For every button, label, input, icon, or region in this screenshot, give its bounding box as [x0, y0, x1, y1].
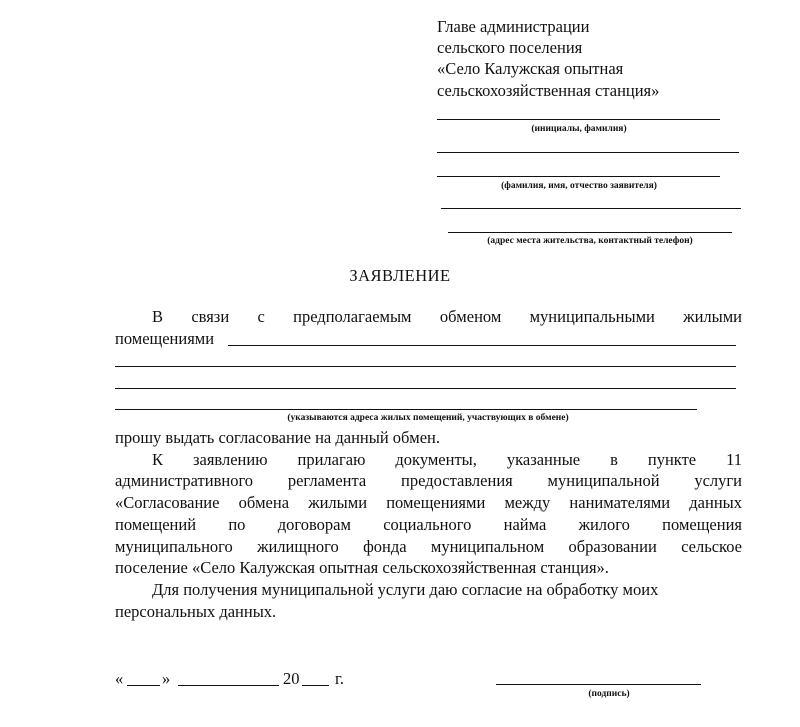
caption-addresses: (указываются адреса жилых помещений, участвующих в обмене) — [287, 413, 569, 423]
address-blank-line-1 — [441, 208, 741, 209]
paragraph-1-line-2: помещениями — [115, 329, 215, 348]
paragraph-2-line-1: К заявлению прилагаю документы, указанные в пункте 11 — [152, 450, 742, 469]
addressee-line-1: Главе администрации — [437, 17, 590, 36]
applicant-blank-line-1 — [437, 152, 739, 153]
date-open-quote: « — [115, 669, 124, 688]
premises-blank-line-1 — [228, 345, 736, 346]
date-close-quote: » — [162, 669, 171, 688]
addressee-line-2: сельского поселения — [437, 38, 583, 57]
premises-blank-line-4 — [115, 409, 697, 410]
premises-blank-line-3 — [115, 388, 736, 389]
caption-address: (адрес места жительства, контактный телефон) — [487, 236, 693, 246]
date-day-blank — [127, 685, 160, 686]
signature-blank-line — [496, 684, 701, 685]
caption-initials: (инициалы, фамилия) — [531, 124, 627, 134]
paragraph-2-line-3: «Согласование обмена жилыми помещениями между нанимателями данных — [115, 493, 742, 512]
paragraph-2-line-4: помещений по договорам социального найма жилого помещения — [115, 515, 742, 534]
address-blank-line-2 — [448, 232, 732, 233]
premises-blank-line-2 — [115, 366, 736, 367]
date-year-prefix: 20 — [283, 669, 300, 688]
date-month-blank — [178, 685, 279, 686]
paragraph-2-line-2: административного регламента предоставления муниципальной услуги — [115, 471, 742, 490]
document-title: ЗАЯВЛЕНИЕ — [349, 266, 451, 285]
addressee-line-4: сельскохозяйственная станция» — [437, 81, 660, 100]
caption-signature: (подпись) — [588, 689, 630, 699]
paragraph-2-line-6: поселение «Село Калужская опытная сельскохозяйственная станция». — [115, 558, 609, 577]
paragraph-1-line-1: В связи с предполагаемым обменом муниципальными жилыми — [152, 307, 742, 326]
caption-applicant: (фамилия, имя, отчество заявителя) — [501, 181, 657, 191]
date-year-suffix: г. — [335, 669, 345, 688]
paragraph-3-line-1: Для получения муниципальной услуги даю согласие на обработку моих — [152, 580, 659, 599]
addressee-line-3: «Село Калужская опытная — [437, 59, 624, 78]
request-line: прошу выдать согласование на данный обмен. — [115, 428, 440, 447]
paragraph-2-line-5: муниципального жилищного фонда муниципальном образовании сельское — [115, 537, 742, 556]
applicant-blank-line-2 — [437, 176, 720, 177]
initials-blank-line — [437, 119, 720, 120]
paragraph-3-line-2: персональных данных. — [115, 602, 277, 621]
date-year-blank — [302, 685, 329, 686]
